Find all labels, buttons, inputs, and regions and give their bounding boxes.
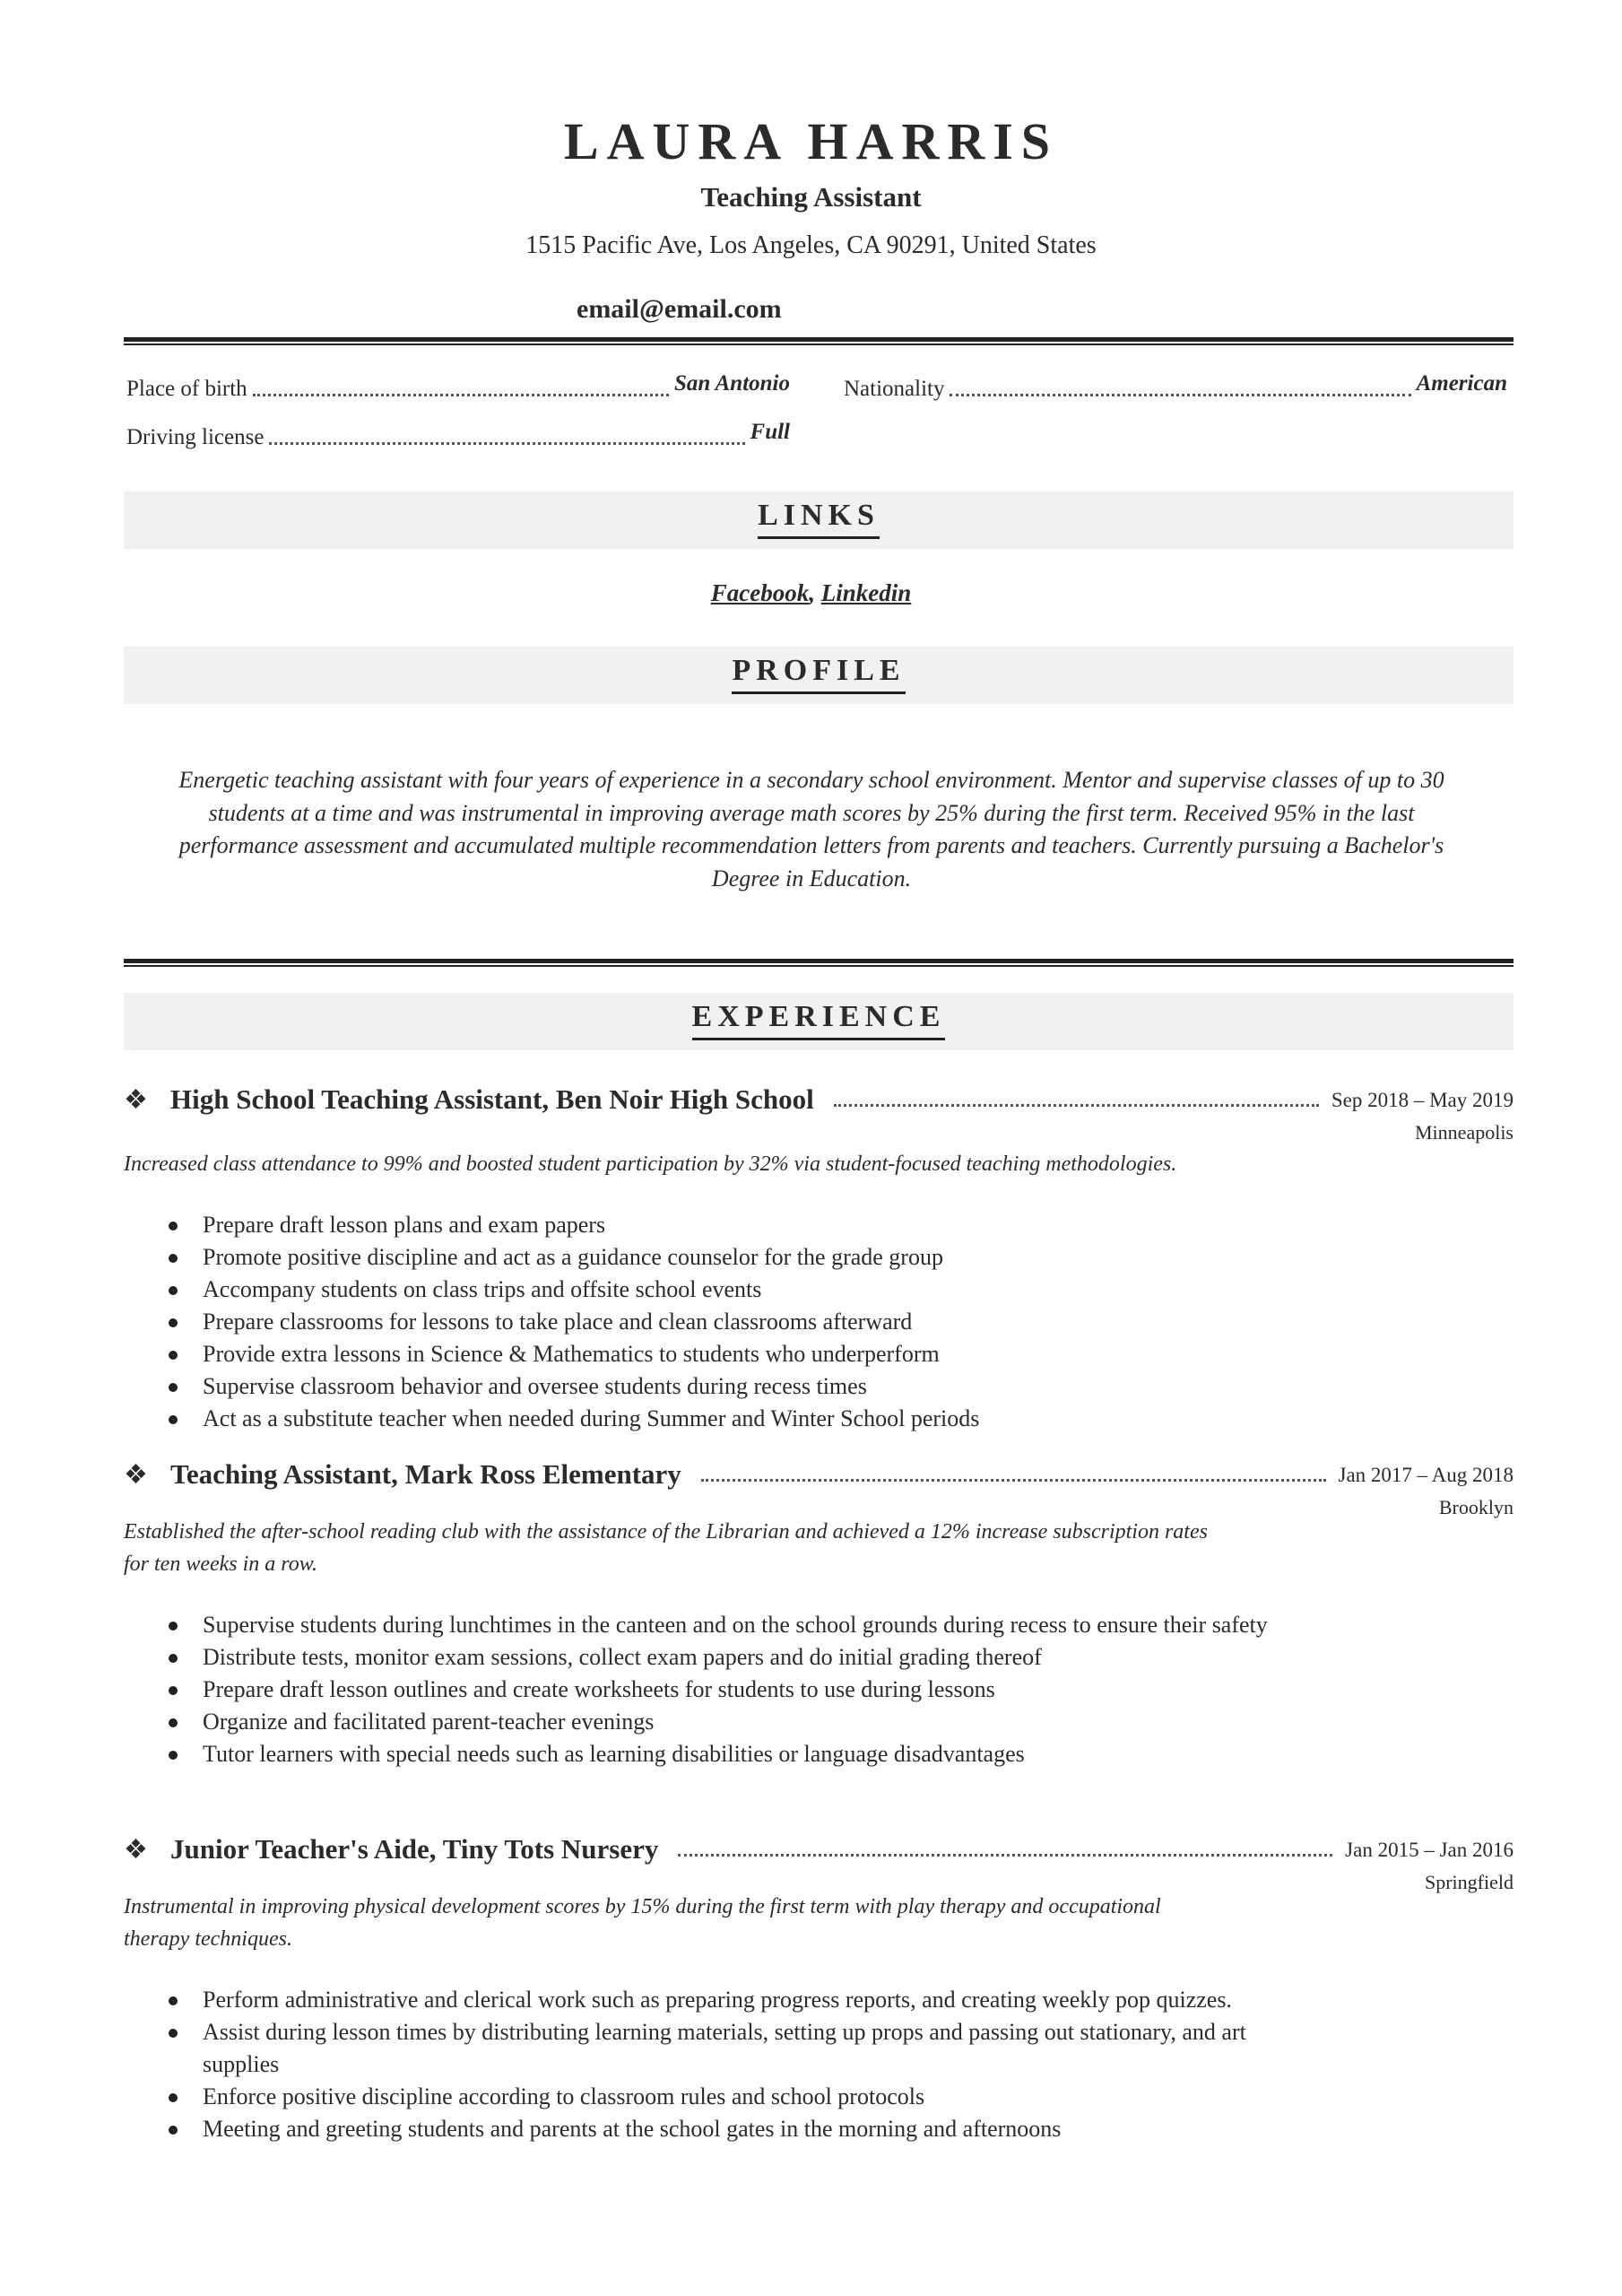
- dot-leader: [701, 1479, 1326, 1482]
- job-title: Teaching Assistant: [700, 181, 922, 213]
- section-title: LINKS: [758, 499, 880, 539]
- list-item: Perform administrative and clerical work such as preparing progress reports, and creating weekly pop quizzes.: [195, 1984, 1271, 2016]
- entry-header: [124, 1826, 1514, 1866]
- list-item: Supervise students during lunchtimes in the canteen and on the school grounds during recess to ensure their safety: [195, 1609, 1271, 1641]
- profile-text: Energetic teaching assistant with four years of experience in a secondary school environment. Mentor and supervise classes of up to 30 students at a time and was instrumental in improving average math scores by 25% during the first term. Received 95% in the last performance assessment and accumulated multiple recommendation letters from parents and teachers. Currently pursuing a Bachelor's Degree in Education.: [178, 767, 1444, 891]
- entry-header: [124, 1451, 1514, 1491]
- entry-summary: Instrumental in improving physical development scores by 15% during the first term with play therapy and occupational therapy techniques.: [124, 1895, 1161, 1951]
- detail-value: San Antonio: [673, 371, 790, 396]
- entry-location: Springfield: [1425, 1871, 1514, 1893]
- list-item: Provide extra lessons in Science & Mathematics to students who underperform: [195, 1338, 1271, 1370]
- profile-section-header: [124, 647, 1514, 704]
- list-item: Assist during lesson times by distributing learning materials, setting up props and passing out stationary, and art supplies: [195, 2016, 1271, 2081]
- entry-dates: Jan 2017 – Aug 2018: [1338, 1464, 1514, 1486]
- detail-nationality: [844, 371, 1507, 402]
- detail-place-of-birth: [126, 371, 790, 402]
- divider: [124, 337, 1514, 345]
- candidate-name: LAURA HARRIS: [563, 112, 1059, 170]
- experience-entry: [124, 1076, 1514, 1435]
- entry-location: Brooklyn: [1438, 1496, 1514, 1518]
- entry-dates: Sep 2018 – May 2019: [1331, 1089, 1514, 1111]
- experience-entry: [124, 1826, 1514, 2145]
- list-item: Enforce positive discipline according to classroom rules and school protocols: [195, 2081, 1271, 2113]
- experience-entry: [124, 1451, 1514, 1770]
- section-title: PROFILE: [732, 654, 905, 694]
- entry-location: Minneapolis: [1415, 1121, 1514, 1144]
- diamond-bullet-icon: ❖: [124, 1835, 148, 1865]
- entry-dates: Jan 2015 – Jan 2016: [1345, 1839, 1514, 1861]
- list-item: Meeting and greeting students and parents at the school gates in the morning and afternoons: [195, 2113, 1271, 2145]
- dot-leader: [950, 394, 1410, 396]
- entry-header: [124, 1076, 1514, 1116]
- section-title: EXPERIENCE: [692, 1000, 946, 1040]
- list-item: Prepare draft lesson plans and exam papers: [195, 1209, 1271, 1241]
- dot-leader: [269, 442, 744, 445]
- dot-leader: [834, 1104, 1319, 1107]
- detail-driving-license: [126, 420, 790, 450]
- list-item: Act as a substitute teacher when needed during Summer and Winter School periods: [195, 1403, 1271, 1435]
- email-link[interactable]: email@email.com: [577, 294, 782, 324]
- list-item: Prepare classrooms for lessons to take place and clean classrooms afterward: [195, 1306, 1271, 1338]
- entry-bullets: [195, 1209, 1271, 1435]
- entry-summary: Increased class attendance to 99% and boosted student participation by 32% via student-focused teaching methodologies.: [124, 1152, 1177, 1176]
- entry-title: Junior Teacher's Aide, Tiny Tots Nursery: [170, 1833, 659, 1865]
- list-item: Promote positive discipline and act as a guidance counselor for the grade group: [195, 1241, 1271, 1274]
- diamond-bullet-icon: ❖: [124, 1085, 148, 1115]
- dot-leader: [253, 394, 669, 396]
- list-item: Accompany students on class trips and offsite school events: [195, 1274, 1271, 1306]
- entry-title: High School Teaching Assistant, Ben Noir High School: [170, 1083, 814, 1115]
- list-item: Distribute tests, monitor exam sessions, collect exam papers and do initial grading thereof: [195, 1641, 1271, 1674]
- list-item: Supervise classroom behavior and oversee students during recess times: [195, 1370, 1271, 1403]
- separator: ,: [809, 579, 821, 606]
- entry-summary: Established the after-school reading club with the assistance of the Librarian and achieved a 12% increase subscription rates for ten weeks in a row.: [124, 1520, 1208, 1576]
- linkedin-link[interactable]: Linkedin: [820, 579, 912, 606]
- entry-title: Teaching Assistant, Mark Ross Elementary: [170, 1458, 681, 1490]
- links-section-header: [124, 491, 1514, 549]
- facebook-link[interactable]: Facebook: [710, 579, 810, 606]
- detail-label: Nationality: [844, 377, 945, 401]
- address: 1515 Pacific Ave, Los Angeles, CA 90291, United States: [525, 231, 1097, 259]
- detail-value: Full: [750, 420, 790, 444]
- list-item: Tutor learners with special needs such as learning disabilities or language disadvantages: [195, 1738, 1271, 1770]
- list-item: Prepare draft lesson outlines and create worksheets for students to use during lessons: [195, 1674, 1271, 1706]
- detail-label: Place of birth: [126, 377, 247, 401]
- divider: [124, 959, 1514, 967]
- links-list: [0, 579, 1622, 607]
- list-item: Organize and facilitated parent-teacher evenings: [195, 1706, 1271, 1738]
- experience-section-header: [124, 993, 1514, 1050]
- detail-value: American: [1416, 371, 1507, 396]
- diamond-bullet-icon: ❖: [124, 1460, 148, 1490]
- entry-bullets: [195, 1984, 1271, 2145]
- entry-bullets: [195, 1609, 1271, 1770]
- detail-label: Driving license: [126, 425, 265, 449]
- dot-leader: [678, 1854, 1332, 1857]
